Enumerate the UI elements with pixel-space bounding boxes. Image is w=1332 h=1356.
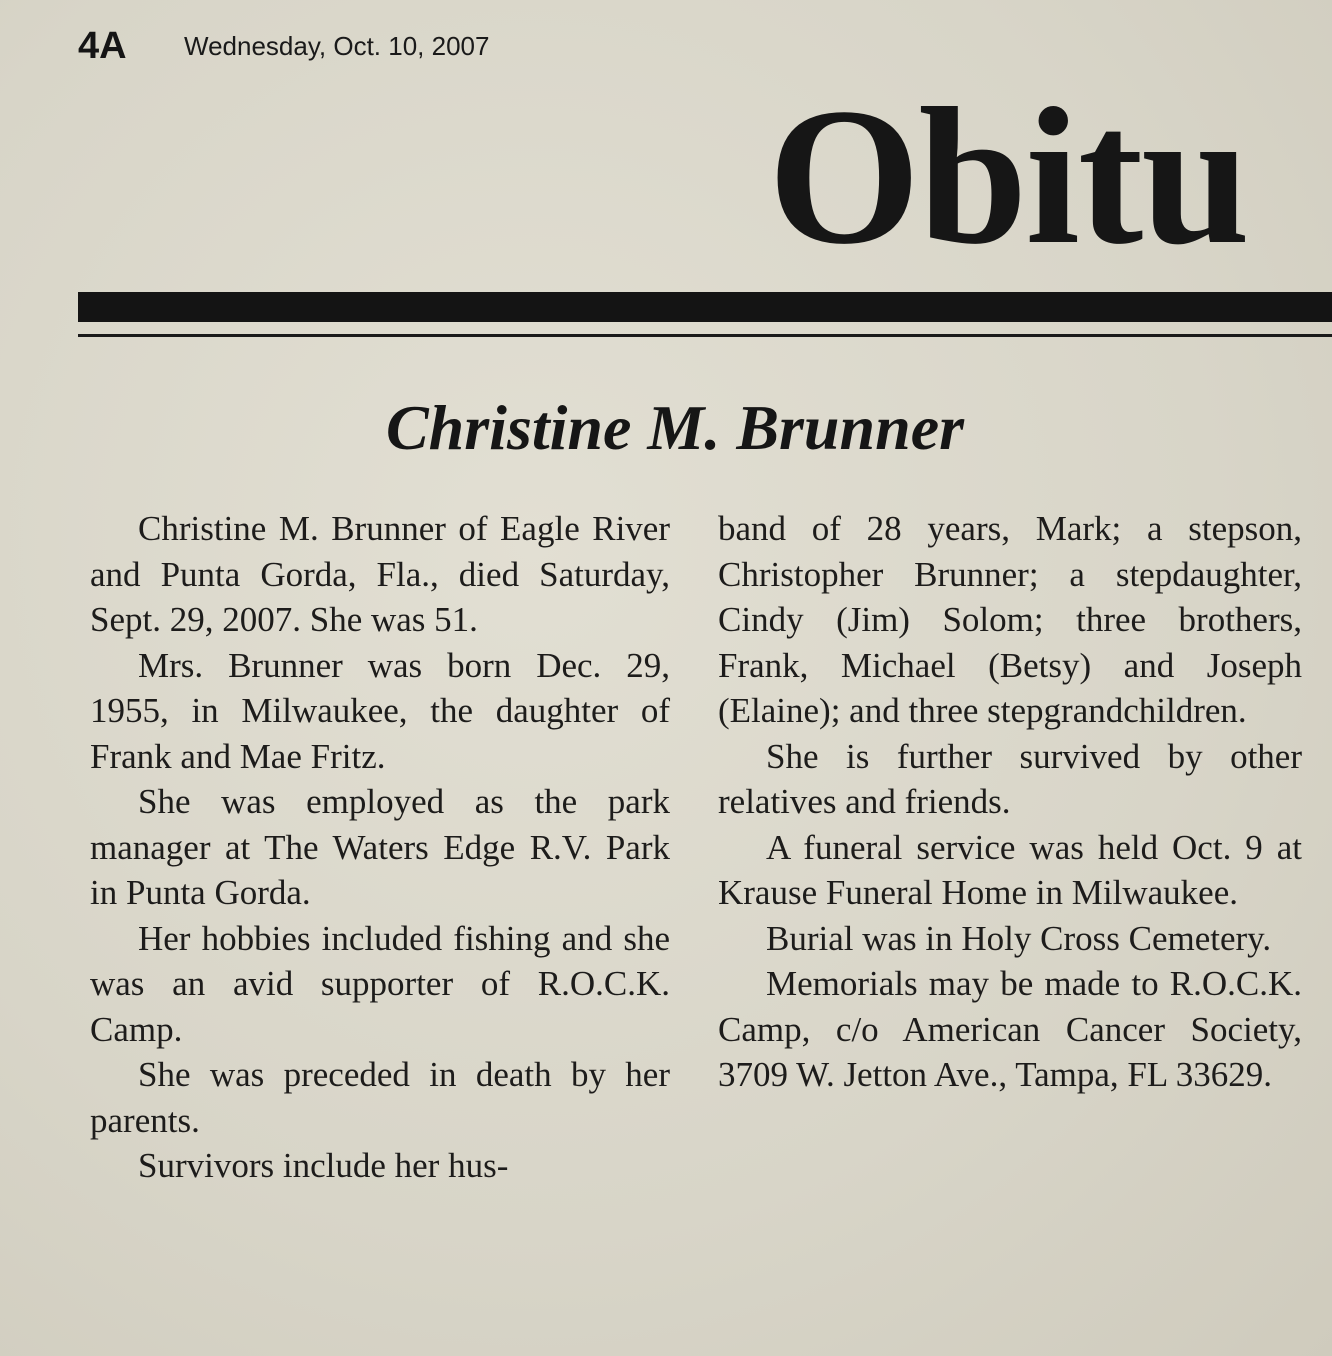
paragraph: She was preceded in death by her parents. [90,1055,670,1140]
paragraph: She is further survived by other relatives and friends. [718,736,1302,821]
paragraph: Memorials may be made to R.O.C.K. Camp, c/o American Cancer Society, 3709 W. Jetton Ave., Tampa, FL 33629. [718,964,1302,1094]
paragraph: She was employed as the park manager at The Waters Edge R.V. Park in Punta Gorda. [90,782,670,912]
obituary-headline: Christine M. Brunner [385,392,965,463]
section-rule-thick [78,292,1332,322]
paragraph: Survivors include her hus- [138,1146,509,1185]
paragraph-continuation: band of 28 years, Mark; a stepson, Christopher Brunner; a stepdaughter, Cindy (Jim) Solom; three brothers, Frank, Michael (Betsy) and Joseph (Elaine); and three stepgrandchildren. [718,509,1302,730]
article-column-left [90,506,670,1189]
section-rule-thin [78,334,1332,337]
paragraph: Her hobbies included fishing and she was an avid supporter of R.O.C.K. Camp. [90,918,670,1049]
paragraph: A funeral service was held Oct. 9 at Krause Funeral Home in Milwaukee. [718,827,1302,912]
issue-date: Wednesday, Oct. 10, 2007 [184,31,490,61]
paragraph: Mrs. Brunner was born Dec. 29, 1955, in Milwaukee, the daughter of Frank and Mae Fritz. [90,645,670,776]
paragraph: Christine M. Brunner of Eagle River and Punta Gorda, Fla., died Saturday, Sept. 29, 2007. She was 51. [90,509,670,639]
section-title: Obitu [768,72,1249,285]
paragraph: Burial was in Holy Cross Cemetery. [766,918,1272,958]
article-column-right [718,506,1302,1098]
page-number: 4A [78,25,127,67]
